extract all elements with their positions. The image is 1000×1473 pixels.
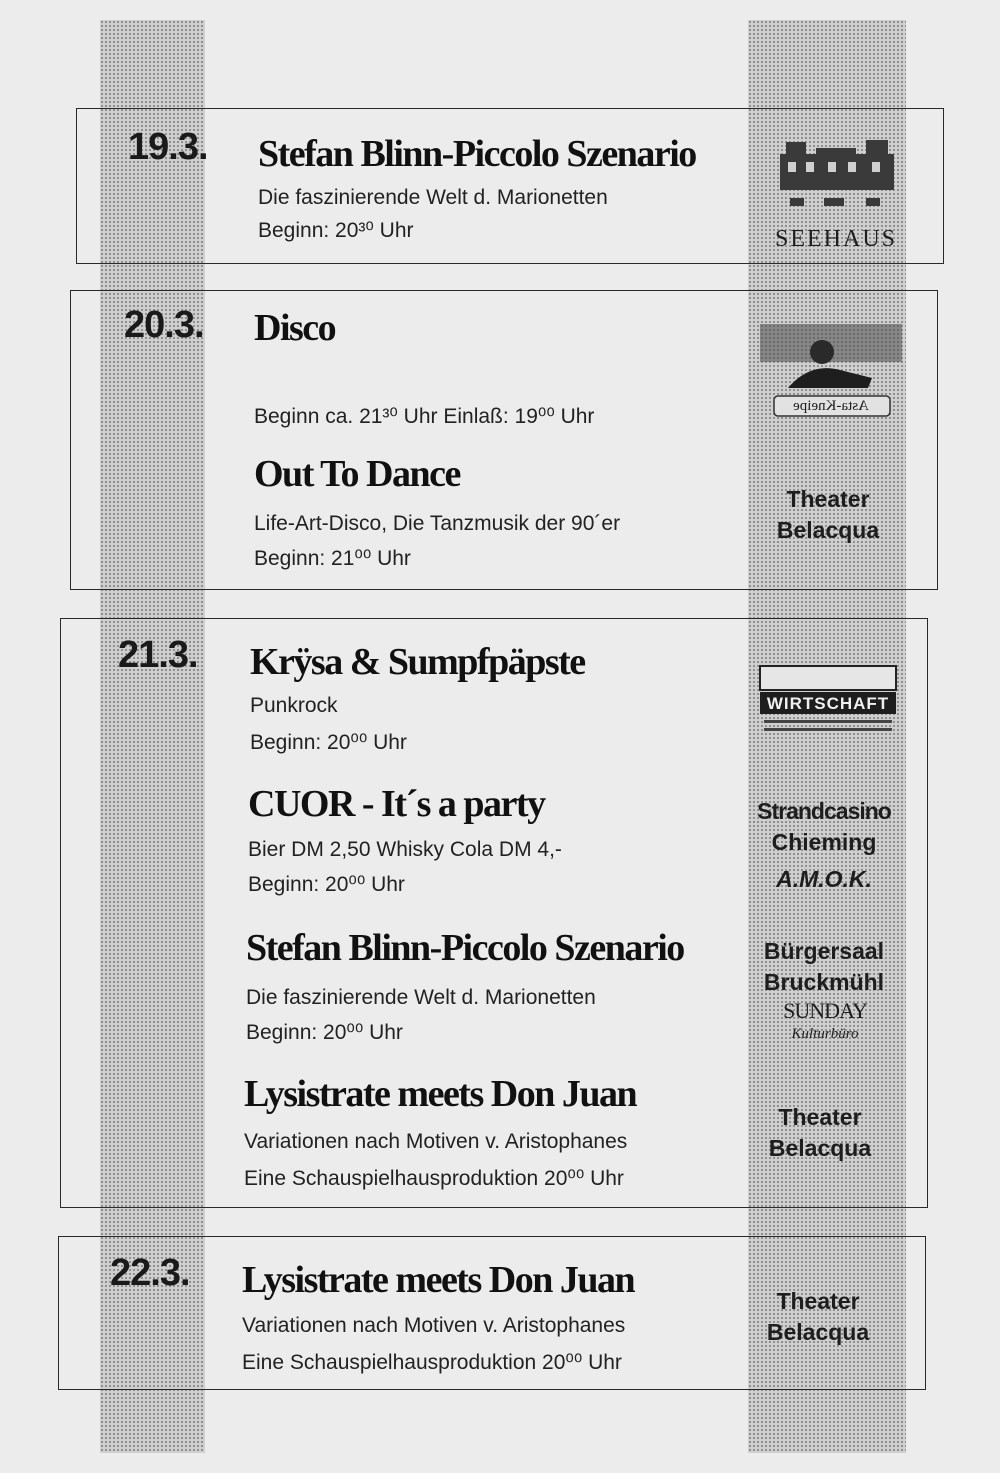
venue-label — [738, 1286, 898, 1348]
event-detail: Beginn: 20³⁰ Uhr — [258, 219, 414, 242]
event-detail: Bier DM 2,50 Whisky Cola DM 4,- — [248, 838, 562, 861]
venue-label — [748, 484, 908, 546]
venue-line: Theater — [778, 1104, 862, 1130]
event-date: 21.3. — [118, 634, 198, 676]
event-title: Lysistrate meets Don Juan — [242, 1259, 635, 1301]
event-date: 22.3. — [110, 1252, 190, 1294]
event-detail: Beginn ca. 21³⁰ Uhr Einlaß: 19⁰⁰ Uhr — [254, 405, 595, 428]
venue-line: Chieming — [771, 829, 877, 855]
event-detail: Beginn: 20⁰⁰ Uhr — [250, 731, 407, 754]
event-detail: Beginn: 20⁰⁰ Uhr — [248, 873, 405, 896]
venue-line: Belacqua — [776, 517, 880, 543]
event-title: Stefan Blinn-Piccolo Szenario — [246, 927, 684, 969]
venue-line: Bruckmühl — [763, 969, 885, 995]
event-title: Krÿsa & Sumpfpäpste — [250, 641, 585, 683]
venue-wirtschaft: WIRTSCHAFT — [766, 694, 890, 713]
venue-line: Belacqua — [768, 1135, 872, 1161]
event-detail: Punkrock — [250, 694, 338, 717]
event-detail: Eine Schauspielhausproduktion 20⁰⁰ Uhr — [244, 1167, 624, 1190]
venue-label — [744, 936, 904, 998]
event-detail: Beginn: 21⁰⁰ Uhr — [254, 547, 411, 570]
building-icon — [776, 132, 898, 224]
wirtschaft-logo — [758, 662, 898, 736]
venue-line: Theater — [776, 1288, 860, 1314]
event-date: 19.3. — [128, 126, 208, 168]
seehaus-logo — [776, 132, 898, 224]
venue-line: Belacqua — [766, 1319, 870, 1345]
event-detail: Eine Schauspielhausproduktion 20⁰⁰ Uhr — [242, 1351, 622, 1374]
event-detail: Variationen nach Motiven v. Aristophanes — [244, 1130, 628, 1153]
venue-line: Bürgersaal — [763, 938, 885, 964]
event-title: CUOR - It´s a party — [248, 783, 545, 825]
event-title: Disco — [254, 307, 336, 349]
venue-line: Strandcasino — [757, 798, 891, 824]
venue-line: A.M.O.K. — [776, 866, 872, 892]
venue-asta-kneipe: Asta-Kneipe — [793, 398, 869, 414]
venue-label — [740, 1102, 900, 1164]
event-detail: Die faszinierende Welt d. Marionetten — [246, 986, 596, 1009]
event-detail: Die faszinierende Welt d. Marionetten — [258, 186, 608, 209]
event-date: 20.3. — [124, 304, 204, 346]
event-title: Lysistrate meets Don Juan — [244, 1073, 637, 1115]
venue-kulturbuero: Kulturbüro — [791, 1026, 859, 1042]
venue-seehaus: SEEHAUS — [774, 226, 897, 252]
event-detail: Life-Art-Disco, Die Tanzmusik der 90´er — [254, 512, 621, 535]
venue-line: Theater — [786, 486, 870, 512]
event-detail: Variationen nach Motiven v. Aristophanes — [242, 1314, 626, 1337]
venue-label — [744, 796, 904, 895]
venue-sunday: SUNDAY — [783, 998, 867, 1023]
event-detail: Beginn: 20⁰⁰ Uhr — [246, 1021, 403, 1044]
event-title: Stefan Blinn-Piccolo Szenario — [258, 133, 696, 175]
event-title: Out To Dance — [254, 453, 460, 495]
